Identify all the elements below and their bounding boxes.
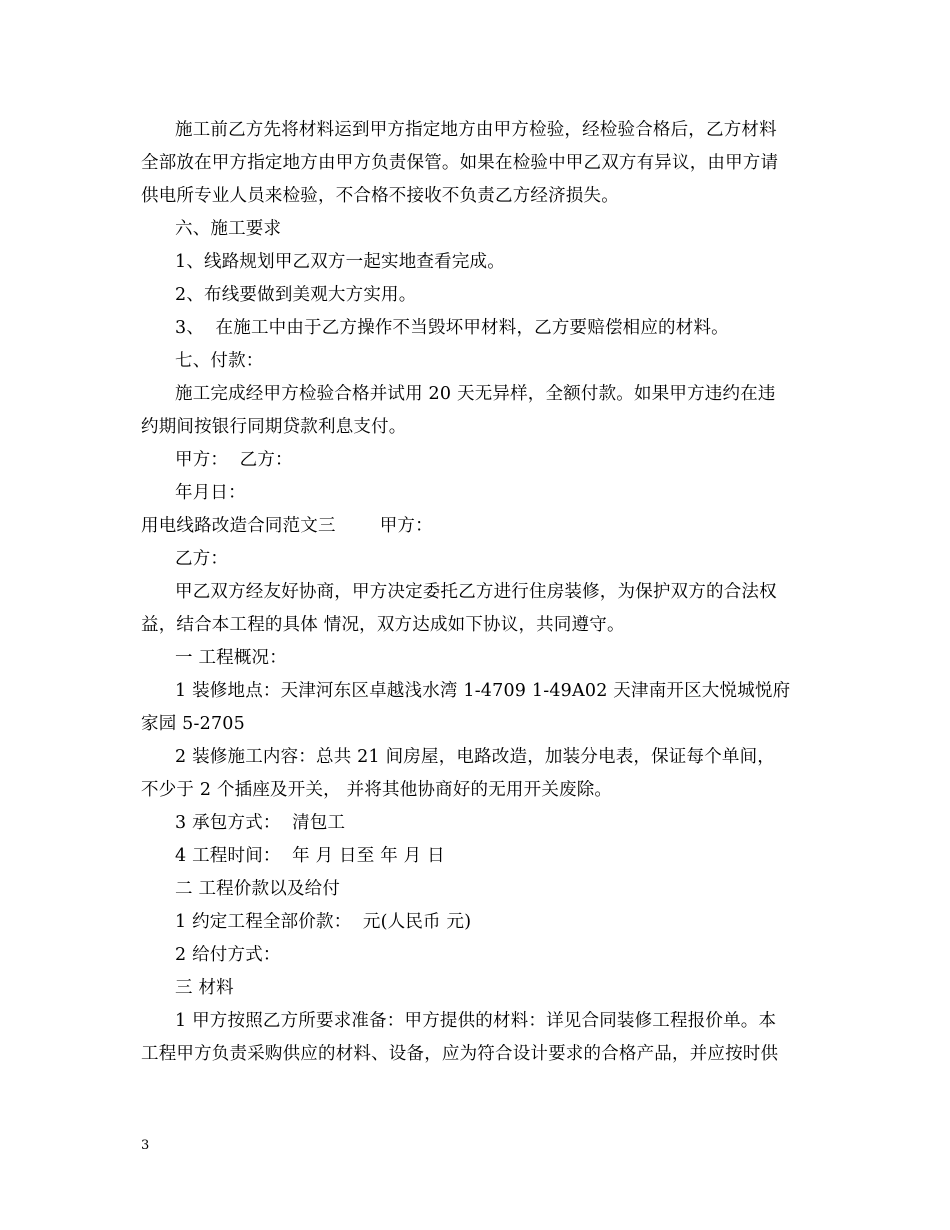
section-heading: 七、付款： bbox=[175, 351, 264, 371]
text-line: 家园 5-2705 bbox=[141, 714, 245, 734]
text-line: 约期间按银行同期贷款利息支付。 bbox=[141, 417, 407, 437]
text-line: 供电所专业人员来检验，不合格不接收不负责乙方经济损失。 bbox=[141, 186, 619, 206]
paragraph bbox=[141, 114, 813, 213]
party-b-label: 乙方： bbox=[175, 549, 229, 569]
text-line: 不少于 2 个插座及开关， 并将其他协商好的无用开关废除。 bbox=[141, 780, 613, 800]
paragraph: 4 工程时间： 年 月 日至 年 月 日 bbox=[175, 846, 445, 866]
paragraph: 1、线路规划甲乙双方一起实地查看完成。 bbox=[175, 252, 505, 272]
paragraph: 2 给付方式： bbox=[175, 945, 281, 965]
text-line: 1 装修地点：天津河东区卓越浅水湾 1-4709 1-49A02 天津南开区大悦城悦府 bbox=[175, 681, 791, 701]
paragraph: 3、 在施工中由于乙方操作不当毁坏甲材料，乙方要赔偿相应的材料。 bbox=[175, 318, 729, 338]
text-line: 甲乙双方经友好协商，甲方决定委托乙方进行住房装修，为保护双方的合法权 bbox=[175, 582, 777, 602]
paragraph bbox=[141, 378, 813, 444]
paragraph bbox=[141, 675, 813, 741]
text-line: 2 装修施工内容：总共 21 间房屋，电路改造，加装分电表，保证每个单间， bbox=[175, 747, 775, 767]
text-line: 益，结合本工程的具体 情况，双方达成如下协议，共同遵守。 bbox=[141, 615, 625, 635]
paragraph: 3 承包方式： 清包工 bbox=[175, 813, 346, 833]
text-line: 施工前乙方先将材料运到甲方指定地方由甲方检验，经检验合格后，乙方材料 bbox=[175, 120, 777, 140]
paragraph bbox=[141, 1005, 813, 1071]
paragraph: 1 约定工程全部价款： 元(人民币 元) bbox=[175, 912, 472, 932]
text-line: 施工完成经甲方检验合格并试用 20 天无异样，全额付款。如果甲方违约在违 bbox=[175, 384, 776, 404]
section-heading: 六、施工要求 bbox=[175, 219, 282, 239]
document-title: 用电线路改造合同范文三 bbox=[141, 516, 336, 536]
text-line: 1 甲方按照乙方所要求准备：甲方提供的材料：详见合同装修工程报价单。本 bbox=[175, 1011, 777, 1031]
section-heading: 二 工程价款以及给付 bbox=[175, 879, 341, 899]
party-a-label: 甲方： bbox=[379, 516, 433, 536]
text-line: 工程甲方负责采购供应的材料、设备，应为符合设计要求的合格产品，并应按时供 bbox=[141, 1044, 779, 1064]
signature-parties: 甲方： 乙方： bbox=[175, 450, 293, 470]
section-heading: 三 材料 bbox=[175, 978, 234, 998]
section-heading: 一 工程概况： bbox=[175, 648, 287, 668]
paragraph bbox=[141, 741, 813, 807]
document-title-line bbox=[141, 510, 813, 543]
paragraph: 2、布线要做到美观大方实用。 bbox=[175, 285, 417, 305]
signature-date: 年月日： bbox=[175, 483, 246, 503]
document-body bbox=[141, 114, 813, 1071]
text-line: 全部放在甲方指定地方由甲方负责保管。如果在检验中甲乙双方有异议，由甲方请 bbox=[141, 153, 779, 173]
paragraph bbox=[141, 576, 813, 642]
page-number: 3 bbox=[141, 1138, 150, 1153]
